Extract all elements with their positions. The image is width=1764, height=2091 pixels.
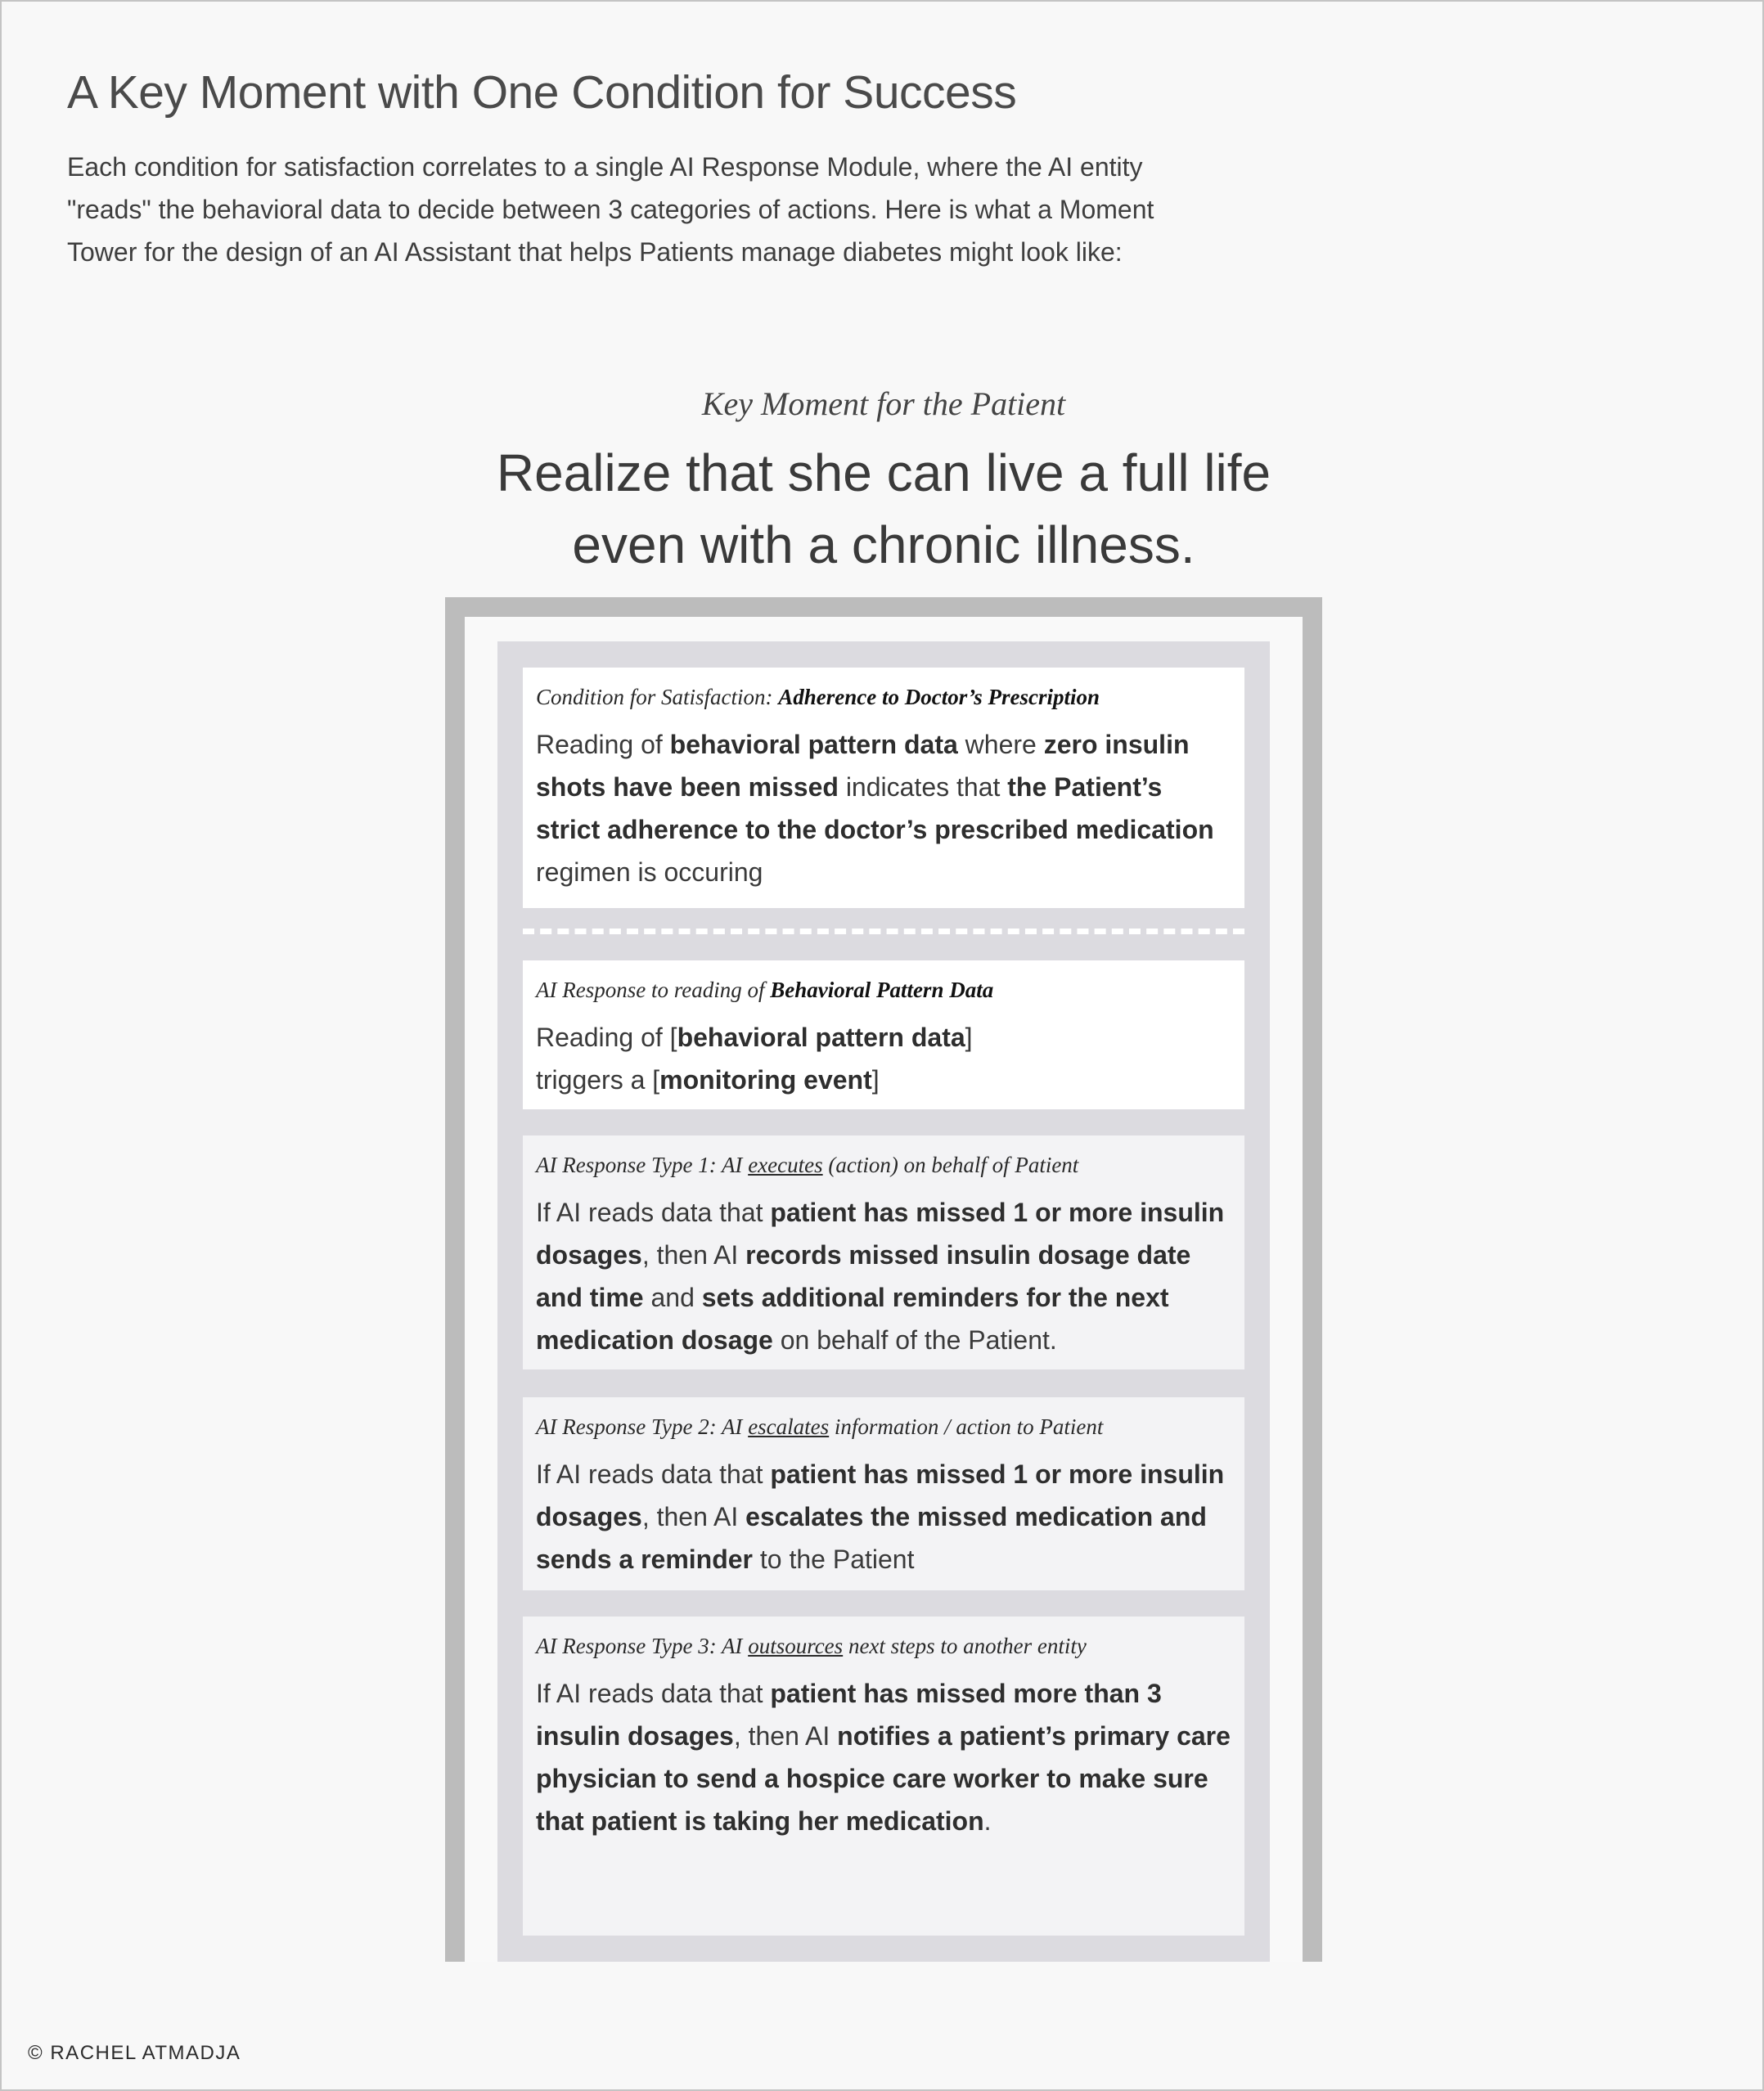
response-type-1-card <box>523 1135 1244 1369</box>
response-type-1-body: If AI reads data that patient has missed 1 or more insulin dosages, then AI records missed insulin dosage date and time and sets additional reminders for the next medication dosage on behalf of the Patient. <box>536 1198 1225 1355</box>
ai-response-card <box>523 960 1244 1109</box>
response-type-1-label: AI Response Type 1: AI executes (action) on behalf of Patient <box>536 1153 1079 1177</box>
response-type-2-label: AI Response Type 2: AI escalates information / action to Patient <box>536 1414 1104 1439</box>
response-type-2-body: If AI reads data that patient has missed 1 or more insulin dosages, then AI escalates the missed medication and sends a reminder to the Patient <box>536 1459 1225 1574</box>
module-divider <box>523 929 1244 934</box>
ai-response-card-body: Reading of [behavioral pattern data] triggers a [monitoring event] <box>536 1023 973 1095</box>
condition-card-label: Condition for Satisfaction: Adherence to Doctor’s Prescription <box>536 685 1100 709</box>
ai-response-card-label: AI Response to reading of Behavioral Pattern Data <box>536 978 994 1002</box>
response-type-3-label: AI Response Type 3: AI outsources next steps to another entity <box>536 1634 1087 1658</box>
key-moment-line-1: Realize that she can live a full life <box>496 443 1271 502</box>
response-type-3-body: If AI reads data that patient has missed more than 3 insulin dosages, then AI notifies a patient’s primary care physician to send a hospice care worker to make sure that patient is taking her medication. <box>536 1679 1231 1836</box>
copyright-credit: © RACHEL ATMADJA <box>28 2042 241 2064</box>
intro-paragraph: Each condition for satisfaction correlates to a single AI Response Module, where the AI entity "reads" the behavioral data to decide between 3 categories of actions. Here is what a Moment Tower for the design of an AI Assistant that helps Patients manage diabetes might look like: <box>67 152 1154 267</box>
response-type-3-card <box>523 1617 1244 1936</box>
key-moment-line-2: even with a chronic illness. <box>572 515 1195 574</box>
page-title: A Key Moment with One Condition for Success <box>67 66 1017 119</box>
response-type-2-card <box>523 1397 1244 1590</box>
key-moment-label: Key Moment for the Patient <box>701 385 1066 422</box>
condition-card-body: Reading of behavioral pattern data where zero insulin shots have been missed indicates that the Patient’s strict adherence to the doctor’s prescribed medication regimen is occuring <box>536 730 1214 887</box>
condition-card <box>523 668 1244 908</box>
key-moment-title <box>460 437 1307 581</box>
